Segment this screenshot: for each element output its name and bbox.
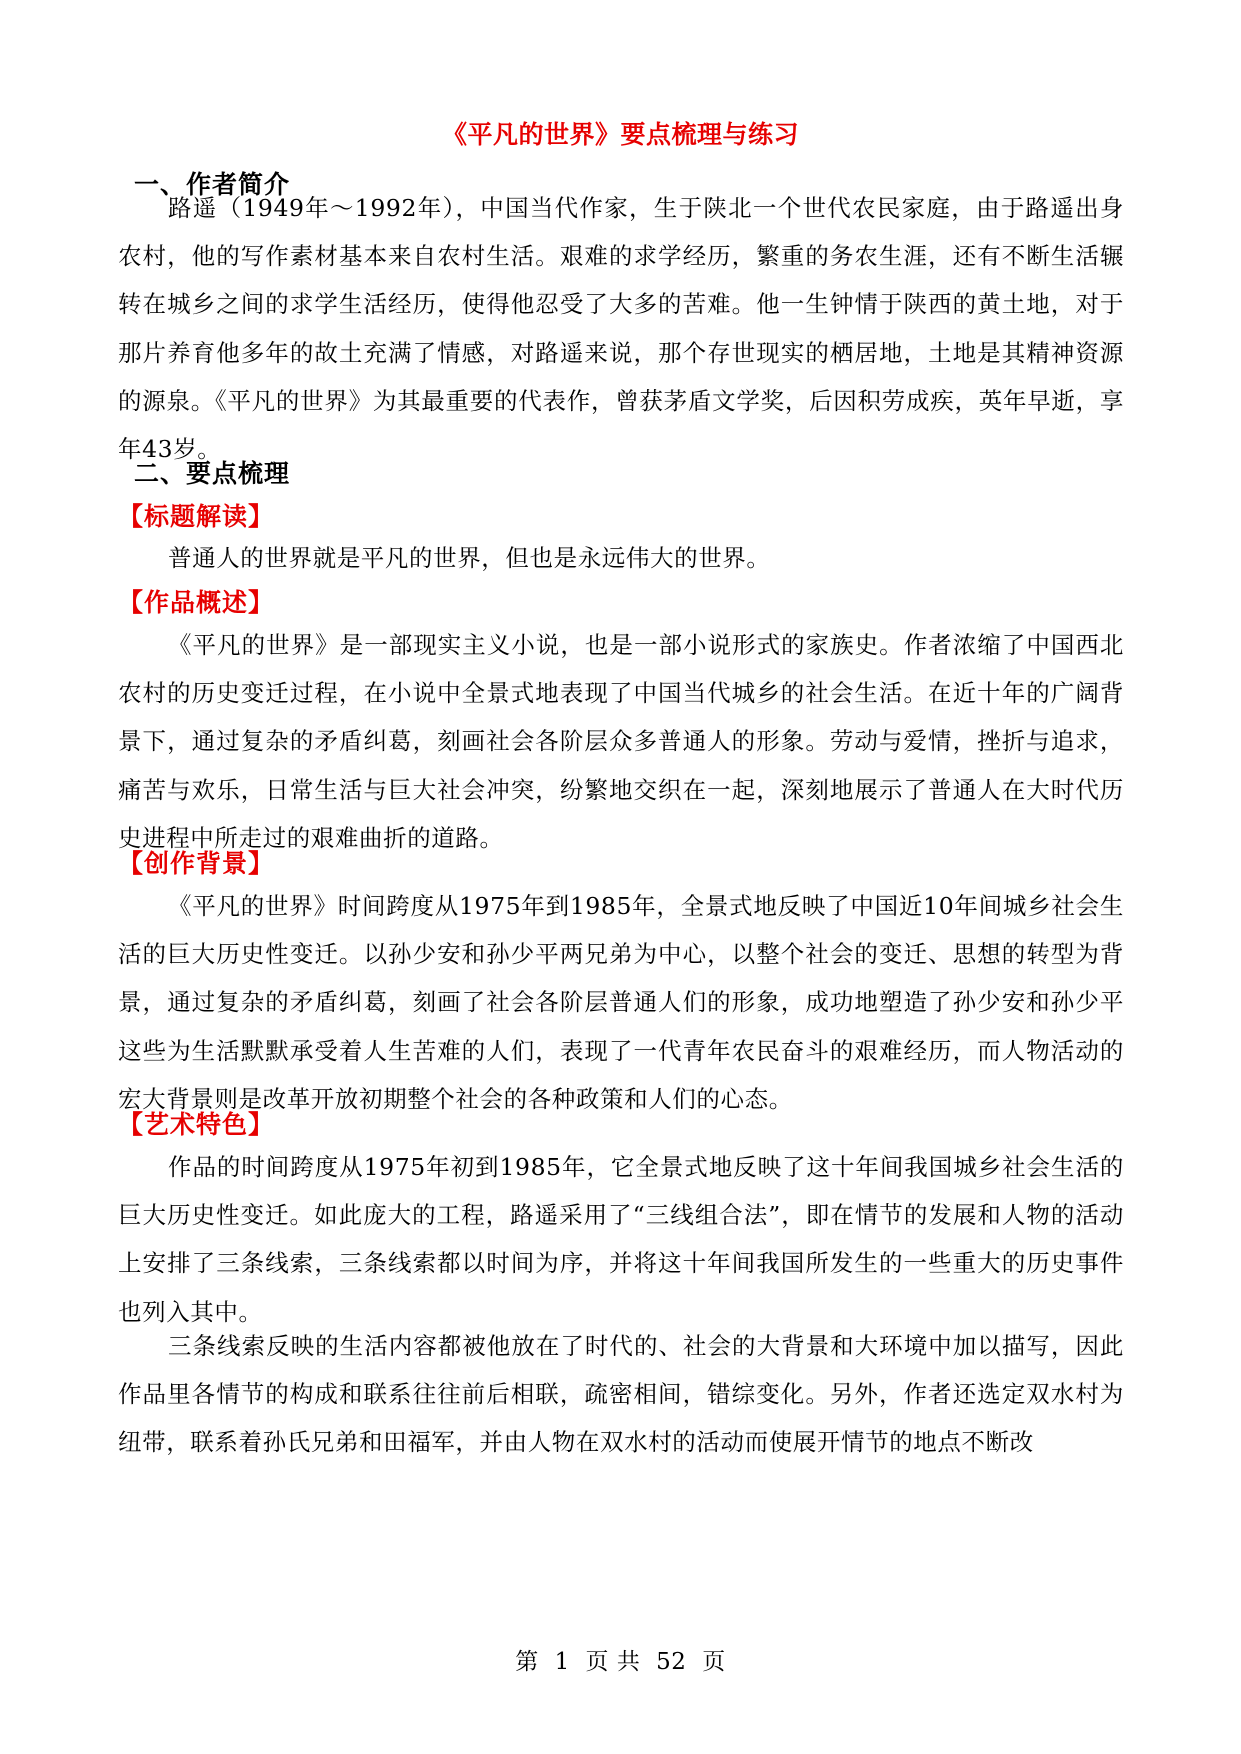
heading-creation-background: 【创作背景】 [118,849,275,878]
section-heading-keypoints: 二、要点梳理 [134,459,291,488]
page-footer [0,1647,1241,1677]
artistic-features-paragraph-1: 作品的时间跨度从1975年初到1985年，它全景式地反映了这十年间我国城乡社会生活的巨大历史性变迁。如此庞大的工程，路遥采用了“三线组合法”，即在情节的发展和人物的活动上安排了三条线索，三条线索都以时间为序，并将这十年间我国所发生的一些重大的历史事件也列入其中。 [118,1153,1124,1326]
document-title: 《平凡的世界》要点梳理与练习 [441,120,799,149]
creation-background-paragraph: 《平凡的世界》时间跨度从1975年到1985年，全景式地反映了中国近10年间城乡社会生活的巨大历史性变迁。以孙少安和孙少平两兄弟为中心，以整个社会的变迁、思想的转型为背景，通过复杂的矛盾纠葛，刻画了社会各阶层普通人们的形象，成功地塑造了孙少安和孙少平这些为生活默默承受着人生苦难的人们，表现了一代青年农民奋斗的艰难经历，而人物活动的宏大背景则是改革开放初期整个社会的各种政策和人们的心态。 [118,892,1124,1113]
footer-total-pages: 52 [656,1649,687,1675]
heading-artistic-features: 【艺术特色】 [118,1110,275,1139]
artistic-features-paragraph-2: 三条线索反映的生活内容都被他放在了时代的、社会的大背景和大环境中加以描写，因此作品里各情节的构成和联系往往前后相联，疏密相间，错综变化。另外，作者还选定双水村为纽带，联系着孙氏兄弟和田福军，并由人物在双水村的活动而使展开情节的地点不断改 [118,1332,1124,1457]
footer-page-suffix: 页 [702,1649,726,1675]
heading-work-overview: 【作品概述】 [118,588,275,617]
footer-page-prefix: 第 [515,1649,539,1675]
footer-page-mid: 页 共 [585,1649,641,1675]
section-heading-author: 一、作者简介 [134,170,291,199]
title-interpretation-paragraph: 普通人的世界就是平凡的世界，但也是永远伟大的世界。 [168,544,771,572]
heading-title-interpretation: 【标题解读】 [118,502,275,531]
work-overview-paragraph: 《平凡的世界》是一部现实主义小说，也是一部小说形式的家族史。作者浓缩了中国西北农村的历史变迁过程，在小说中全景式地表现了中国当代城乡的社会生活。在近十年的广阔背景下，通过复杂的矛盾纠葛，刻画社会各阶层众多普通人的形象。劳动与爱情，挫折与追求，痛苦与欢乐，日常生活与巨大社会冲突，纷繁地交织在一起，深刻地展示了普通人在大时代历史进程中所走过的艰难曲折的道路。 [118,631,1124,852]
footer-page-number: 1 [554,1649,570,1675]
author-paragraph: 路遥（1949年～1992年），中国当代作家，生于陕北一个世代农民家庭，由于路遥出身农村，他的写作素材基本来自农村生活。艰难的求学经历，繁重的务农生涯，还有不断生活辗转在城乡之间的求学生活经历，使得他忍受了大多的苦难。他一生钟情于陕西的黄土地，对于那片养育他多年的故土充满了情感，对路遥来说，那个存世现实的栖居地，土地是其精神资源的源泉。《平凡的世界》为其最重要的代表作，曾获茅盾文学奖，后因积劳成疾，英年早逝，享年43岁。 [118,194,1124,464]
